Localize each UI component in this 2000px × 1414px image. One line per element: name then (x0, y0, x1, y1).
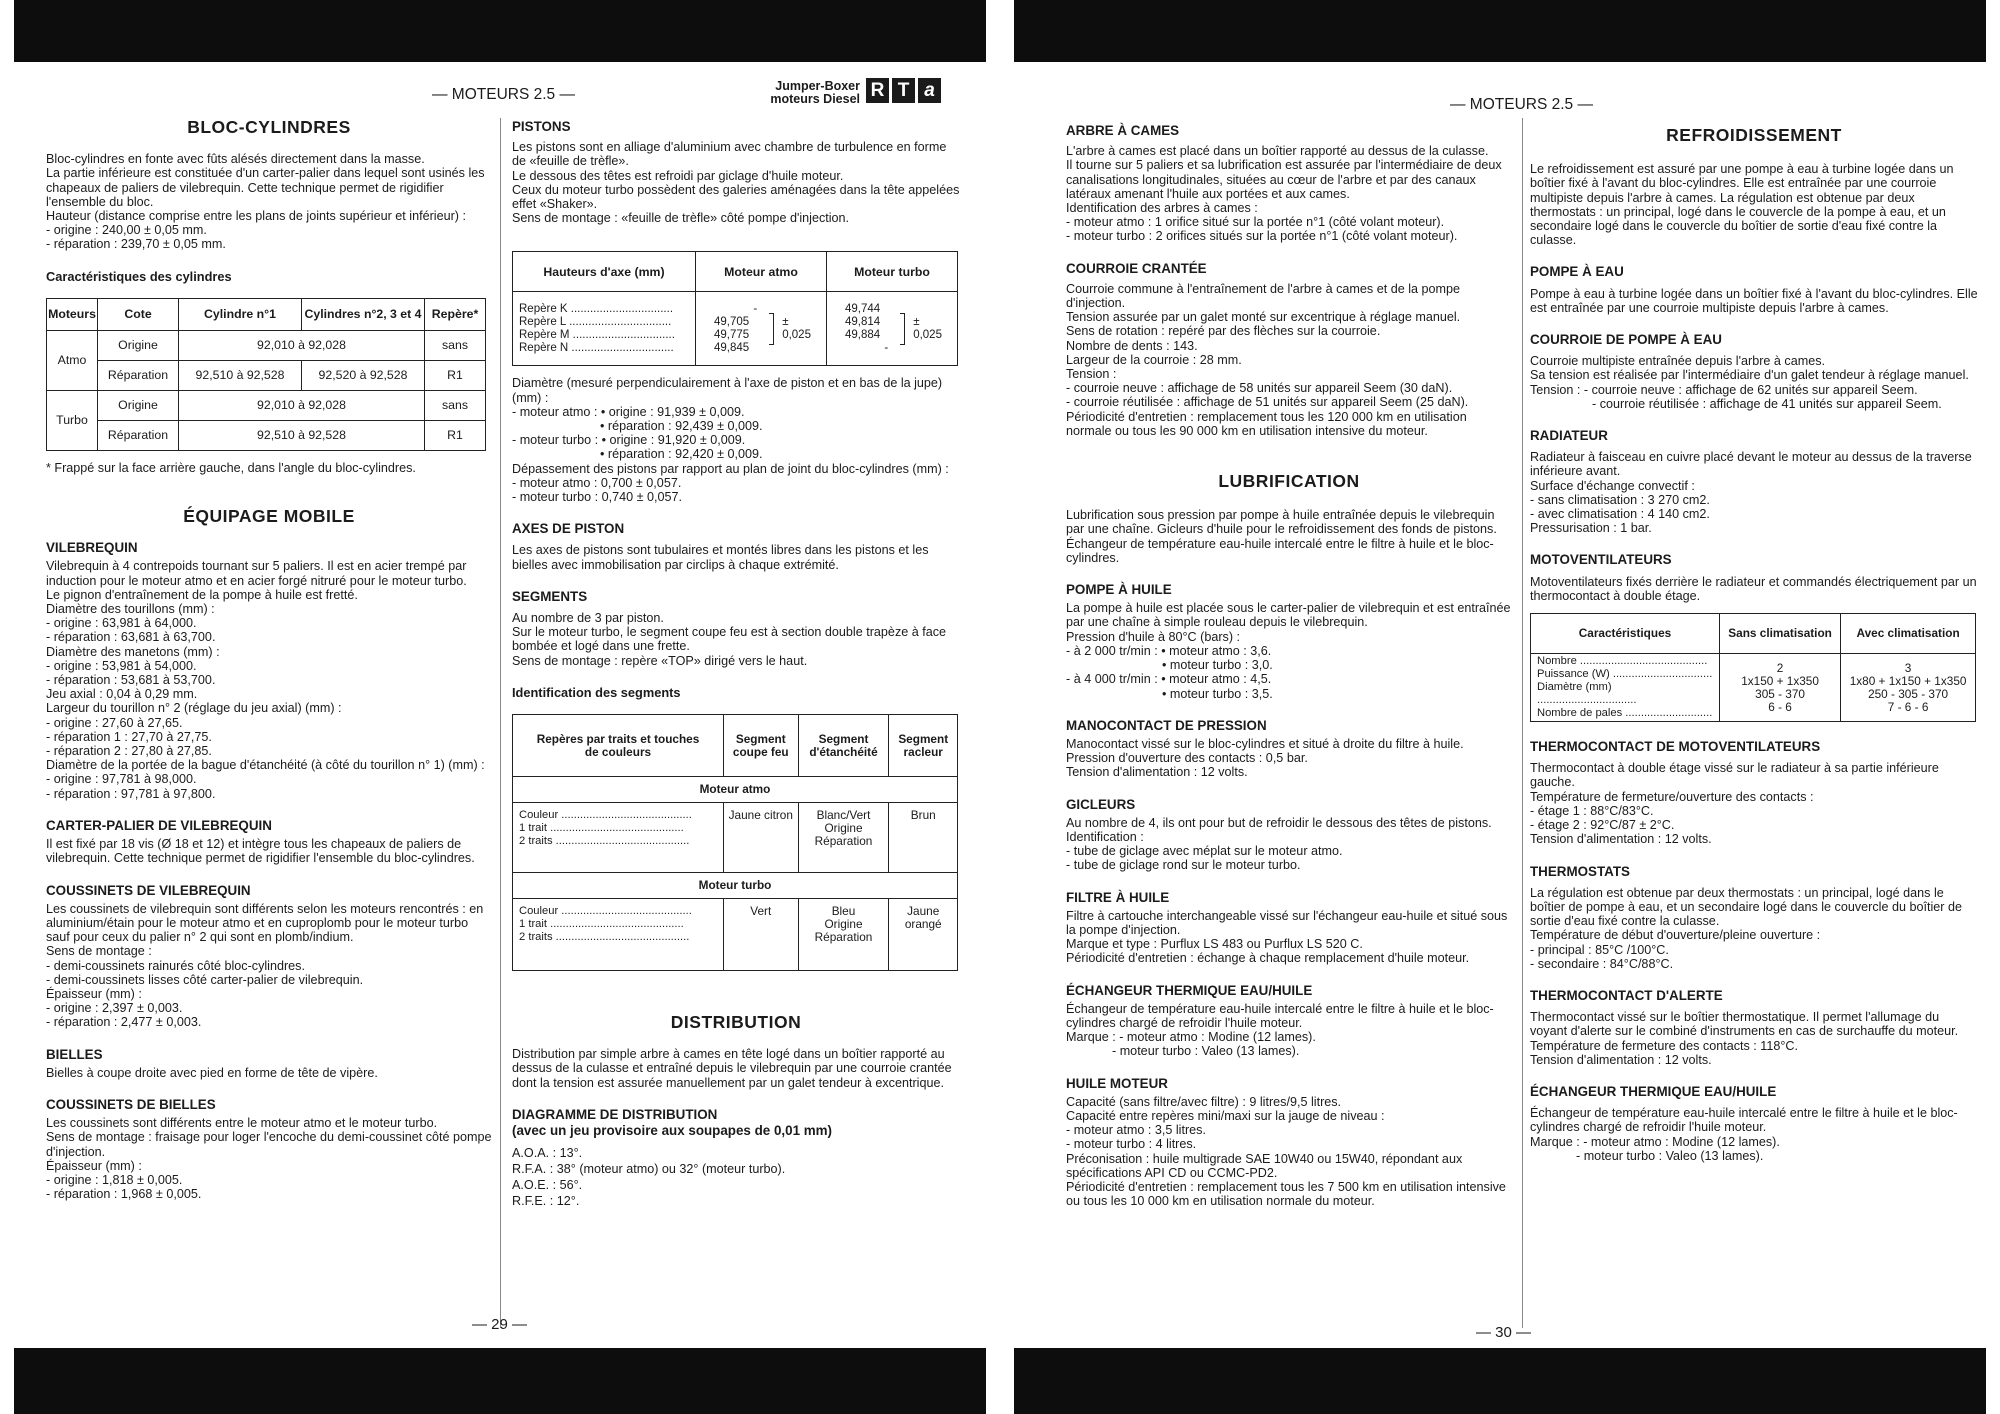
seg-turbo-racleur: Jaune orangé (889, 899, 958, 971)
echangeur2-text-3: - moteur turbo : Valeo (13 lames). (1576, 1148, 1764, 1163)
coussinets-bielles-text-1: Les coussinets sont différents entre le moteur atmo et le moteur turbo. (46, 1116, 438, 1131)
thermo-mv-text-5: Tension d'alimentation : 12 volts. (1530, 832, 1712, 847)
piston-diam-1: Diamètre (mesuré perpendiculairement à l'axe de piston et en bas de la jupe) (mm) : (512, 376, 943, 405)
seg-atmo-1trait: 1 trait ........................................... (519, 822, 684, 835)
echangeur2-text-2: Marque : - moteur atmo : Modine (12 lames). (1530, 1134, 1780, 1149)
courroie-text-4: Nombre de dents : 143. (1066, 338, 1198, 353)
column-divider-left (500, 118, 501, 1328)
left-page-header: — MOTEURS 2.5 — (432, 86, 575, 103)
ha-turbo-m: 49,884 (845, 328, 881, 341)
vilebrequin-text-3: Diamètre des tourillons (mm) : (46, 602, 215, 617)
coussinets-bielles-text-2: Sens de montage : fraisage pour loger l'encoche du demi-coussinet côté pompe d'injection. (46, 1130, 492, 1159)
bloc-text-3: Hauteur (distance comprise entre les plans de joints supérieur et inférieur) : (46, 209, 466, 224)
column-divider-right (1522, 118, 1523, 1328)
thermocontact-alerte-title: THERMOCONTACT D'ALERTE (1530, 987, 1723, 1003)
seg-atmo-couleur: Couleur .......................................... (519, 809, 692, 822)
ha-turbo-k: 49,744 (845, 302, 881, 315)
hauteurs-axe-table (512, 251, 958, 366)
courroie-text-7: - courroie neuve : affichage de 58 unités sur appareil Seem (30 daN). (1066, 381, 1453, 396)
arbre-cames-title: ARBRE À CAMES (1066, 123, 1180, 138)
mv-th-sans: Sans climatisation (1720, 614, 1841, 654)
bloc-cylindres-title: BLOC-CYLINDRES (187, 117, 351, 137)
mv-sans-nombre: 2 (1776, 660, 1784, 675)
thermostats-text-2: Température de début d'ouverture/pleine ouverture : (1530, 928, 1821, 943)
mv-label-diametre: Diamètre (mm) ................................ (1537, 681, 1637, 707)
pistons-text-2: Le dessous des têtes est refroidi par giclage d'huile moteur. (512, 168, 844, 183)
alerte-text-3: Tension d'alimentation : 12 volts. (1530, 1052, 1712, 1067)
alerte-text-1: Thermocontact vissé sur le boîtier thermostatique. Il permet l'allumage du voyant d'alerte sur le combiné d'instruments en cas de surchauffe du moteur. (1530, 1010, 1959, 1039)
echangeur-text-1: Échangeur de température eau-huile intercalé entre le filtre à huile et le bloc-cylindres chargé de refroidir l'huile moteur. (1066, 1001, 1494, 1030)
echangeur-text-2: Marque : - moteur atmo : Modine (12 lames). (1066, 1030, 1316, 1045)
radiateur-text-4: - avec climatisation : 4 140 cm2. (1530, 507, 1710, 522)
pompe-huile-text-5: - à 4 000 tr/min : • moteur atmo : 4,5. (1066, 672, 1272, 687)
seg-atmo-etanch-2: Origine (824, 821, 863, 836)
bloc-text-4: - origine : 240,00 ± 0,05 mm. (46, 223, 207, 238)
diag-rfa: R.F.A. : 38° (moteur atmo) ou 32° (moteur turbo). (512, 1162, 786, 1177)
mv-label-nombre: Nombre ......................................... (1537, 655, 1708, 668)
radiateur-text-2: Surface d'échange convectif : (1530, 478, 1695, 493)
seg-atmo-2traits: 2 traits ........................................... (519, 835, 690, 848)
cyl-atmo-reparation: Réparation (98, 360, 179, 390)
ha-repere-l: Repère L ................................ (519, 315, 672, 328)
huile-text-1: Capacité (sans filtre/avec filtre) : 9 litres/9,5 litres. (1066, 1094, 1342, 1109)
thermo-mv-text-2: Température de fermeture/ouverture des contacts : (1530, 789, 1814, 804)
bottom-bar-left (14, 1348, 986, 1414)
cyl-atmo-rep-repere: R1 (425, 360, 486, 390)
pistons-text-3: Ceux du moteur turbo possèdent des galeries aménagées dans la tête appelées effet «Shaker». (512, 182, 960, 212)
diagramme-title: DIAGRAMME DE DISTRIBUTION (512, 1106, 718, 1122)
coussinets-text-3: - demi-coussinets rainurés côté bloc-cylindres. (46, 958, 305, 973)
pompe-huile-text-3: - à 2 000 tr/min : • moteur atmo : 3,6. (1066, 643, 1272, 658)
distribution-title: DISTRIBUTION (670, 1012, 802, 1033)
carter-palier-title: CARTER-PALIER DE VILEBREQUIN (46, 817, 272, 833)
courroie-text-5: Largeur de la courroie : 28 mm. (1066, 352, 1242, 367)
vilebrequin-text-4: - origine : 63,981 à 64,000. (46, 616, 197, 631)
filtre-huile-title: FILTRE À HUILE (1066, 889, 1170, 905)
seg-turbo-2traits: 2 traits ........................................... (519, 931, 690, 944)
filtre-text-1: Filtre à cartouche interchangeable vissé sur l'échangeur eau-huile et situé sous la pompe d'injection. (1066, 908, 1508, 937)
courroie-text-3: Sens de rotation : repéré par des flèches sur la courroie. (1066, 324, 1381, 339)
motoventilateurs-title: MOTOVENTILATEURS (1530, 552, 1672, 568)
coussinets-bielles-text-5: - réparation : 1,968 ± 0,005. (46, 1187, 202, 1202)
piston-diam-4: - moteur turbo : • origine : 91,920 ± 0,009. (512, 433, 746, 448)
courroie-eau-text-2: Sa tension est réalisée par l'intermédiaire d'un galet tendeur à réglage manuel. (1530, 368, 1969, 383)
mv-sans-diametre: 305 - 370 (1755, 686, 1805, 701)
diag-rfe: R.F.E. : 12°. (512, 1194, 580, 1209)
coussinets-bielles-title: COUSSINETS DE BIELLES (46, 1096, 216, 1112)
rta-logo (866, 78, 941, 103)
echangeur-text-3: - moteur turbo : Valeo (13 lames). (1112, 1044, 1300, 1059)
diagramme-subtitle: (avec un jeu provisoire aux soupapes de 0,01 mm) (512, 1123, 833, 1139)
thermostats-text-1: La régulation est obtenue par deux thermostats : un principal, logé dans le boîtier de pompe à eau, et un secondaire logé dans le couvercle du boîtier de sortie d'eau fixé contre la culasse. (1530, 885, 1962, 929)
pompe-huile-text-1: La pompe à huile est placée sous le carter-palier de vilebrequin et est entraînée par une chaîne à simple rouleau depuis le vilebrequin. (1066, 601, 1511, 630)
thermocontact-motovent-title: THERMOCONTACT DE MOTOVENTILATEURS (1530, 739, 1821, 755)
piston-diam-6: Dépassement des pistons par rapport au plan de joint du bloc-cylindres (mm) : (512, 461, 949, 476)
seg-atmo-etanch-3: Réparation (814, 834, 873, 849)
echangeur-eau-huile-title: ÉCHANGEUR THERMIQUE EAU/HUILE (1066, 982, 1313, 998)
coussinets-text-5: Épaisseur (mm) : (46, 986, 142, 1001)
mv-avec-nombre: 3 (1904, 660, 1912, 675)
gicleurs-text-1: Au nombre de 4, ils ont pour but de refroidir le dessous des têtes de pistons. (1066, 815, 1492, 830)
cyl-th-cyl234: Cylindres n°2, 3 et 4 (302, 298, 425, 330)
coussinets-vilebrequin-title: COUSSINETS DE VILEBREQUIN (46, 882, 251, 898)
top-bar-left (14, 0, 986, 62)
ha-atmo-k: - (753, 302, 758, 315)
cyl-atmo-origine-repere: sans (425, 330, 486, 360)
cyl-turbo-origine-val: 92,010 à 92,028 (179, 390, 425, 420)
huile-text-3: - moteur atmo : 3,5 litres. (1066, 1123, 1206, 1138)
thermostats-text-3: - principal : 85°C /100°C. (1530, 942, 1669, 957)
pistons-text-4: Sens de montage : «feuille de trèfle» côté pompe d'injection. (512, 211, 850, 226)
diag-aoa: A.O.A. : 13°. (512, 1146, 583, 1161)
logo-letter-r: R (866, 78, 889, 103)
radiateur-text-3: - sans climatisation : 3 270 cm2. (1530, 492, 1710, 507)
courroie-crantee-title: COURROIE CRANTÉE (1066, 260, 1207, 276)
vilebrequin-text-16: - réparation : 97,781 à 97,800. (46, 786, 216, 801)
ha-repere-m: Repère M ................................ (519, 328, 675, 341)
pistons-title: PISTONS (512, 119, 571, 134)
cyl-turbo-rep-val: 92,510 à 92,528 (179, 420, 425, 450)
cyl-atmo-rep-c234: 92,520 à 92,528 (302, 360, 425, 390)
courroie-eau-text-3: Tension : - courroie neuve : affichage de 62 unités sur appareil Seem. (1530, 382, 1918, 397)
mv-sans-pales: 6 - 6 (1768, 699, 1792, 714)
seg-turbo-1trait: 1 trait ........................................... (519, 918, 684, 931)
segments-text-1: Au nombre de 3 par piston. (512, 611, 664, 626)
equipage-mobile-title: ÉQUIPAGE MOBILE (183, 506, 355, 527)
arbre-text-1: L'arbre à cames est placé dans un boîtier rapporté au dessus de la culasse. (1066, 144, 1489, 159)
cyl-turbo-label: Turbo (47, 390, 98, 450)
arbre-text-5: - moteur turbo : 2 orifices situés sur la portée n°1 (côté volant moteur). (1066, 229, 1458, 244)
motovent-table (1530, 613, 1976, 722)
filtre-text-2: Marque et type : Purflux LS 483 ou Purflux LS 520 C. (1066, 937, 1363, 952)
piston-diam-5: • réparation : 92,420 ± 0,009. (600, 447, 763, 462)
mv-label-puissance: Puissance (W) ................................ (1537, 668, 1713, 681)
seg-moteur-atmo: Moteur atmo (513, 777, 958, 803)
brand-line-1: Jumper-Boxer (775, 79, 860, 93)
cyl-turbo-rep-repere: R1 (425, 420, 486, 450)
mv-th-avec: Avec climatisation (1841, 614, 1976, 654)
piston-diam-2: - moteur atmo : • origine : 91,939 ± 0,009. (512, 404, 745, 419)
vilebrequin-text-2: Le pignon d'entraînement de la pompe à huile est fretté. (46, 587, 358, 602)
pompe-huile-text-2: Pression d'huile à 80°C (bars) : (1066, 629, 1241, 644)
bloc-text-5: - réparation : 239,70 ± 0,05 mm. (46, 237, 226, 252)
axes-piston-text: Les axes de pistons sont tubulaires et montés libres dans les pistons et les bielles avec immobilisation par circlips à chaque extrémité. (512, 543, 929, 572)
motovent-text: Motoventilateurs fixés derrière le radiateur et commandés électriquement par un thermocontact à double étage. (1530, 574, 1977, 603)
coussinets-text-2: Sens de montage : (46, 944, 152, 959)
bloc-text-1: Bloc-cylindres en fonte avec fûts alésés directement dans la masse. (46, 152, 425, 167)
ha-turbo-brace-icon (900, 313, 905, 345)
mv-th-caract: Caractéristiques (1531, 614, 1720, 654)
mv-label-pales: Nombre de pales ............................ (1537, 707, 1713, 720)
ha-turbo-n: - (884, 341, 889, 354)
arbre-text-4: - moteur atmo : 1 orifice situé sur la portée n°1 (côté volant moteur). (1066, 215, 1445, 230)
ha-repere-k: Repère K ................................ (519, 302, 674, 315)
left-page-number: — 29 — (472, 1316, 528, 1333)
courroie-pompe-eau-title: COURROIE DE POMPE À EAU (1530, 332, 1722, 348)
right-col-2 (1530, 125, 1978, 1163)
ha-turbo-l: 49,814 (845, 315, 881, 328)
manocontact-text-1: Manocontact vissé sur le bloc-cylindres et situé à droite du filtre à huile. (1066, 736, 1464, 751)
coussinets-bielles-text-4: - origine : 1,818 ± 0,005. (46, 1172, 183, 1187)
cyl-turbo-origine: Origine (98, 390, 179, 420)
seg-atmo-coupe-feu: Jaune citron (724, 803, 799, 873)
gicleurs-text-3: - tube de giclage avec méplat sur le moteur atmo. (1066, 844, 1343, 859)
segments-text-3: Sens de montage : repère «TOP» dirigé vers le haut. (512, 653, 808, 668)
logo-letter-t: T (892, 78, 915, 103)
ha-atmo-l: 49,705 (714, 315, 750, 328)
radiateur-text-1: Radiateur à faisceau en cuivre placé devant le moteur au dessus de la traverse inférieure avant. (1530, 450, 1972, 479)
cyl-turbo-origine-repere: sans (425, 390, 486, 420)
seg-turbo-etanch-2: Origine (824, 917, 863, 932)
pompe-eau-title: POMPE À EAU (1530, 264, 1624, 280)
bottom-bar-right (1014, 1348, 1986, 1414)
vilebrequin-text-14: Diamètre de la portée de la bague d'étanchéité (à côté du tourillon n° 1) (mm) : (46, 758, 485, 773)
radiateur-text-5: Pressurisation : 1 bar. (1530, 521, 1652, 536)
seg-turbo-couleur: Couleur .......................................... (519, 905, 692, 918)
cylinders-table-title: Caractéristiques des cylindres (46, 268, 232, 284)
vilebrequin-text-10: Largeur du tourillon n° 2 (réglage du jeu axial) (mm) : (46, 701, 342, 716)
segments-table (512, 714, 958, 971)
segments-ident-title: Identification des segments (512, 684, 681, 700)
left-col-1 (46, 117, 492, 1202)
huile-text-2: Capacité entre repères mini/maxi sur la jauge de niveau : (1066, 1108, 1385, 1123)
pompe-huile-title: POMPE À HUILE (1066, 582, 1172, 598)
echangeur2-text-1: Échangeur de température eau-huile intercalé entre le filtre à huile et le bloc-cylindres chargé de refroidir l'huile moteur. (1530, 1106, 1958, 1135)
courroie-text-1: Courroie commune à l'entraînement de l'arbre à cames et de la pompe d'injection. (1066, 281, 1461, 311)
ha-atmo-brace-icon (769, 313, 774, 345)
courroie-text-2: Tension assurée par un galet monté sur excentrique à réglage manuel. (1066, 310, 1461, 325)
vilebrequin-text-13: - réparation 2 : 27,80 à 27,85. (46, 744, 212, 759)
thermostats-title: THERMOSTATS (1530, 863, 1630, 879)
coussinets-bielles-text-3: Épaisseur (mm) : (46, 1158, 142, 1173)
seg-atmo-etanch-1: Blanc/Vert (816, 808, 871, 823)
vilebrequin-text-12: - réparation 1 : 27,70 à 27,75. (46, 729, 212, 744)
carter-palier-text: Il est fixé par 18 vis (Ø 18 et 12) et intègre tous les chapeaux de paliers de vilebrequin. Cette technique permet de rigidifier l'ensemble du bloc-cylindres. (46, 837, 475, 866)
seg-turbo-coupe-feu: Vert (724, 899, 799, 971)
top-bar-right (1014, 0, 1986, 62)
right-col-1 (1066, 124, 1512, 1208)
seg-atmo-racleur: Brun (889, 803, 958, 873)
lubrification-text: Lubrification sous pression par pompe à huile entraînée depuis le vilebrequin par une chaîne. Gicleurs d'huile pour le refroidissement des fonds de pistons. Échangeur de température eau-huile intercalé entre le filtre à huile et le bloc-cylindres. (1066, 508, 1497, 565)
cyl-atmo-origine-val: 92,010 à 92,028 (179, 330, 425, 360)
ha-atmo-tolerance: ± 0,025 (782, 315, 811, 341)
cylinders-footnote: * Frappé sur la face arrière gauche, dans l'angle du bloc-cylindres. (46, 460, 416, 475)
seg-th-racleur: Segment racleur (889, 715, 958, 777)
manocontact-text-2: Pression d'ouverture des contacts : 0,5 bar. (1066, 751, 1308, 766)
ha-th-atmo: Moteur atmo (696, 252, 827, 292)
vilebrequin-text-11: - origine : 27,60 à 27,65. (46, 715, 183, 730)
seg-moteur-turbo: Moteur turbo (513, 873, 958, 899)
vilebrequin-text-15: - origine : 97,781 à 98,000. (46, 772, 197, 787)
ha-th-hauteurs: Hauteurs d'axe (mm) (513, 252, 696, 292)
vilebrequin-text-8: - réparation : 53,681 à 53,700. (46, 673, 216, 688)
cyl-atmo-label: Atmo (47, 330, 98, 390)
gicleurs-title: GICLEURS (1066, 796, 1136, 812)
echangeur-eau-huile-title-2: ÉCHANGEUR THERMIQUE EAU/HUILE (1530, 1083, 1777, 1099)
cyl-th-cote: Cote (98, 298, 179, 330)
courroie-text-6: Tension : (1066, 367, 1117, 382)
vilebrequin-text-5: - réparation : 63,681 à 63,700. (46, 630, 216, 645)
bielles-title: BIELLES (46, 1046, 103, 1062)
piston-diam-8: - moteur turbo : 0,740 ± 0,057. (512, 490, 683, 505)
alerte-text-2: Température de fermeture des contacts : 118°C. (1530, 1038, 1799, 1053)
thermostats-text-4: - secondaire : 84°C/88°C. (1530, 956, 1674, 971)
huile-text-6: Périodicité d'entretien : remplacement tous les 7 500 km en utilisation intensive ou tous les 10 000 km en utilisation normale du moteur. (1066, 1179, 1506, 1209)
refroid-text: Le refroidissement est assuré par une pompe à eau à turbine logée dans un boîtier fixé à l'avant du bloc-cylindres. Elle est entraînée par une courroie multipiste depuis l'arbre à cames. La régulation est obtenue par deux thermostats : un principal, logé dans le couvercle de la pompe à eau, et un secondaire logé dans le couvercle du boîtier de sortie d'eau fixé contre la culasse. (1530, 162, 1954, 248)
coussinets-text-6: - origine : 2,397 ± 0,003. (46, 1001, 183, 1016)
manocontact-text-3: Tension d'alimentation : 12 volts. (1066, 765, 1248, 780)
diag-aoe: A.O.E. : 56°. (512, 1178, 583, 1193)
cyl-turbo-reparation: Réparation (98, 420, 179, 450)
piston-diam-3: • réparation : 92,439 ± 0,009. (600, 419, 763, 434)
mv-avec-diametre: 250 - 305 - 370 (1868, 686, 1949, 701)
vilebrequin-text-6: Diamètre des manetons (mm) : (46, 644, 220, 659)
axes-piston-title: AXES DE PISTON (512, 521, 625, 537)
logo-letter-a: a (918, 78, 941, 103)
courroie-eau-text-4: - courroie réutilisée : affichage de 41 unités sur appareil Seem. (1592, 396, 1942, 411)
seg-turbo-etanch-3: Réparation (814, 930, 873, 945)
bloc-text-2: La partie inférieure est constituée d'un carter-palier dans lequel sont usinés les chapeaux de paliers de vilebrequin. Cette technique permet de rigidifier l'ensemble du bloc. (46, 166, 485, 209)
seg-th-reperes: Repères par traits et touches de couleurs (513, 715, 724, 777)
courroie-eau-text-1: Courroie multipiste entraînée depuis l'arbre à cames. (1530, 354, 1826, 369)
coussinets-text-1: Les coussinets de vilebrequin sont différents selon les moteurs rencontrés : en aluminium/étain pour le moteur atmo et en cuproplomb pour le moteur turbo sauf pour ceux du palier n° 2 qui sont en plomb/indium. (46, 901, 484, 945)
mv-avec-pales: 7 - 6 - 6 (1887, 699, 1929, 714)
seg-th-coupe-feu: Segment coupe feu (724, 715, 799, 777)
refroidissement-title: REFROIDISSEMENT (1666, 125, 1842, 145)
manocontact-title: MANOCONTACT DE PRESSION (1066, 717, 1267, 733)
vilebrequin-text-1: Vilebrequin à 4 contrepoids tournant sur 5 paliers. Il est en acier trempé par induction pour le moteur atmo et en acier forgé nitruré pour le moteur turbo. (46, 559, 467, 588)
cylinders-table (46, 298, 486, 451)
vilebrequin-title: VILEBREQUIN (46, 540, 138, 556)
brand-label (730, 80, 860, 106)
radiateur-title: RADIATEUR (1530, 428, 1608, 444)
seg-turbo-etanch-1: Bleu (831, 904, 856, 919)
segments-title: SEGMENTS (512, 588, 588, 604)
cyl-th-cyl1: Cylindre n°1 (179, 298, 302, 330)
right-page-header: — MOTEURS 2.5 — (1450, 96, 1593, 113)
coussinets-text-7: - réparation : 2,477 ± 0,003. (46, 1015, 202, 1030)
mv-sans-puissance: 1x150 + 1x350 (1741, 673, 1819, 688)
pompe-huile-text-4: • moteur turbo : 3,0. (1162, 658, 1273, 673)
left-col-2 (512, 120, 960, 1209)
gicleurs-text-2: Identification : (1066, 829, 1144, 844)
huile-text-4: - moteur turbo : 4 litres. (1066, 1137, 1197, 1152)
huile-moteur-title: HUILE MOTEUR (1066, 1075, 1168, 1091)
thermo-mv-text-3: - étage 1 : 88°C/83°C. (1530, 803, 1654, 818)
coussinets-text-4: - demi-coussinets lisses côté carter-palier de vilebrequin. (46, 972, 364, 987)
lubrification-title: LUBRIFICATION (1218, 471, 1360, 492)
segments-text-2: Sur le moteur turbo, le segment coupe feu est à section double trapèze à face bombée et logé dans une frette. (512, 625, 947, 654)
ha-th-turbo: Moteur turbo (827, 252, 958, 292)
pompe-eau-text: Pompe à eau à turbine logée dans un boîtier fixé à l'avant du bloc-cylindres. Elle est entraînée par une courroie multipiste depuis l'arbre à cames. (1530, 286, 1978, 315)
cyl-th-moteurs: Moteurs (47, 298, 98, 330)
cyl-th-repere: Repère* (425, 298, 486, 330)
vilebrequin-text-7: - origine : 53,981 à 54,000. (46, 658, 197, 673)
piston-diam-7: - moteur atmo : 0,700 ± 0,057. (512, 475, 682, 490)
thermo-mv-text-4: - étage 2 : 92°C/87 ± 2°C. (1530, 818, 1675, 833)
ha-atmo-m: 49,775 (714, 328, 750, 341)
huile-text-5: Préconisation : huile multigrade SAE 10W40 ou 15W40, répondant aux spécifications API CD ou CCMC-PD2. (1066, 1151, 1463, 1180)
ha-turbo-tolerance: ± 0,025 (913, 315, 942, 341)
ha-repere-n: Repère N ................................ (519, 341, 674, 354)
seg-th-etancheite: Segment d'étanchéité (798, 715, 889, 777)
brand-line-2: moteurs Diesel (770, 92, 860, 106)
cyl-atmo-rep-c1: 92,510 à 92,528 (179, 360, 302, 390)
pompe-huile-text-6: • moteur turbo : 3,5. (1162, 686, 1273, 701)
courroie-text-8: - courroie réutilisée : affichage de 51 unités sur appareil Seem (25 daN). (1066, 395, 1469, 410)
arbre-text-3: Identification des arbres à cames : (1066, 201, 1258, 216)
arbre-text-2: Il tourne sur 5 paliers et sa lubrification est assurée par l'intermédiaire de deux canalisations longitudinales, situées au cœur de l'arbre et par des canaux latéraux amenant l'huile aux portées et aux cames. (1066, 158, 1502, 201)
bielles-text: Bielles à coupe droite avec pied en forme de tête de vipère. (46, 1065, 378, 1080)
vilebrequin-text-9: Jeu axial : 0,04 à 0,29 mm. (46, 687, 198, 702)
distribution-text: Distribution par simple arbre à cames en tête logé dans un boîtier rapporté au dessus de la culasse et entraîné depuis le vilebrequin par une courroie crantée dont la tension est assurée manuellement par un galet tendeur à excentrique. (512, 1047, 952, 1090)
ha-atmo-n: 49,845 (714, 341, 750, 354)
gicleurs-text-4: - tube de giclage rond sur le moteur turbo. (1066, 858, 1301, 873)
right-page-number: — 30 — (1476, 1324, 1532, 1341)
thermo-mv-text-1: Thermocontact à double étage vissé sur le radiateur à sa partie inférieure gauche. (1530, 761, 1939, 790)
filtre-text-3: Périodicité d'entretien : échange à chaque remplacement d'huile moteur. (1066, 951, 1470, 966)
courroie-text-9: Périodicité d'entretien : remplacement tous les 120 000 km en utilisation normale ou tous les 90 000 km en utilisation intensive du moteur. (1066, 409, 1467, 438)
cyl-atmo-origine: Origine (98, 330, 179, 360)
mv-avec-puissance: 1x80 + 1x150 + 1x350 (1849, 673, 1967, 688)
pistons-text-1: Les pistons sont en alliage d'aluminium avec chambre de turbulence en forme de «feuille de trèfle». (512, 140, 947, 169)
